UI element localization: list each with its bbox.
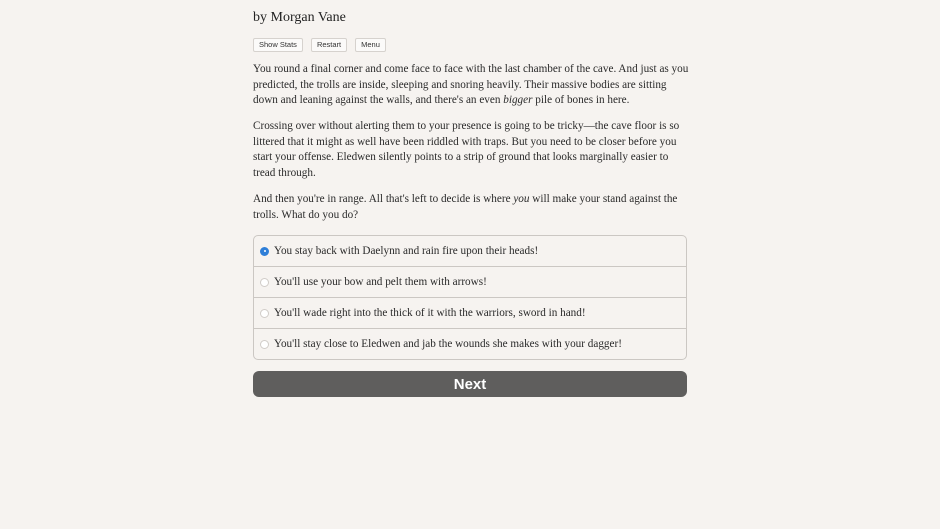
- toolbar: [253, 38, 386, 52]
- story-paragraph-2: Crossing over without alerting them to your presence is going to be tricky—the cave floor is so littered that it might as well have been riddled with traps. But you need to be closer before you start your offense. Eledwen silently points to a strip of ground that looks marginally easier to tread through.: [253, 120, 680, 179]
- radio-unselected-icon[interactable]: [260, 309, 269, 318]
- restart-button[interactable]: Restart: [311, 38, 347, 52]
- choice-label: You stay back with Daelynn and rain fire upon their heads!: [274, 245, 539, 257]
- menu-button[interactable]: Menu: [355, 38, 386, 52]
- story-paragraph-3: [253, 192, 693, 223]
- choice-list: [253, 235, 687, 360]
- choice-option-3[interactable]: [254, 298, 686, 329]
- choice-option-2[interactable]: [254, 267, 686, 298]
- paragraph-text: pile of bones in here.: [532, 94, 630, 106]
- choice-label: You'll use your bow and pelt them with arrows!: [274, 276, 487, 288]
- next-button[interactable]: Next: [253, 371, 687, 397]
- show-stats-button[interactable]: Show Stats: [253, 38, 303, 52]
- author-byline: by Morgan Vane: [253, 10, 346, 25]
- choice-label: You'll wade right into the thick of it with the warriors, sword in hand!: [274, 307, 586, 319]
- radio-unselected-icon[interactable]: [260, 340, 269, 349]
- choice-option-1[interactable]: [254, 236, 686, 267]
- emphasis-text: you: [513, 193, 530, 205]
- choice-label: You'll stay close to Eledwen and jab the wounds she makes with your dagger!: [274, 338, 622, 350]
- paragraph-text: You round a final corner and come face to face with the last chamber of the cave. And just as you predicted, the trolls are inside, sleeping and snoring heavily. Their massive bodies are sitting down and leaning against the walls, and there's an even: [253, 63, 689, 106]
- emphasis-text: bigger: [503, 94, 533, 106]
- radio-unselected-icon[interactable]: [260, 278, 269, 287]
- story-paragraph-1: [253, 62, 693, 109]
- choice-option-4[interactable]: [254, 329, 686, 359]
- paragraph-text: will make your stand against the trolls. What do you do?: [253, 193, 678, 221]
- radio-selected-icon[interactable]: [260, 247, 269, 256]
- paragraph-text: And then you're in range. All that's left to decide is where: [253, 193, 514, 205]
